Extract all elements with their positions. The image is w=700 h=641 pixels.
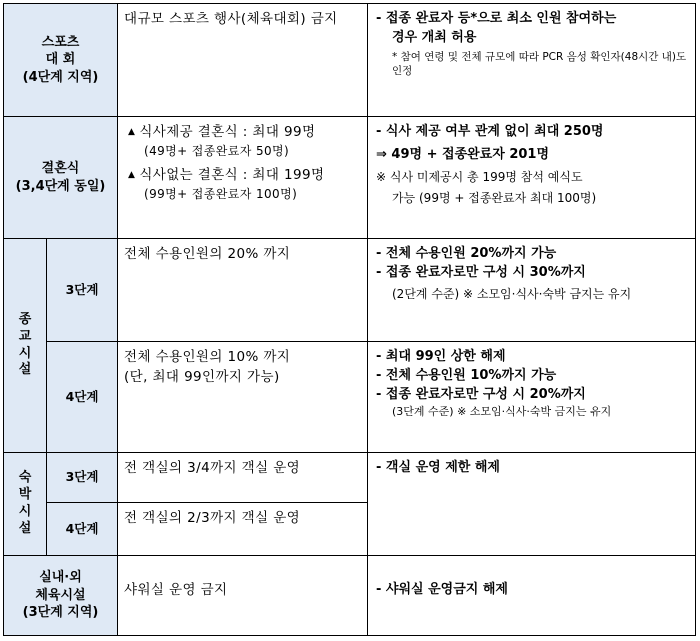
category-line: 대 회 <box>45 52 76 68</box>
current-rule-line: 식사제공 결혼식 : 최대 99명 <box>139 124 316 140</box>
current-rule: 전체 수용인원의 20% 까지 <box>118 239 368 342</box>
current-rule-line: 식사없는 결혼식 : 최대 199명 <box>139 166 325 183</box>
new-rule <box>368 342 696 453</box>
category-char: 설 <box>18 520 32 536</box>
category-line: 스포츠 <box>41 34 80 50</box>
row-lodging-stage3 <box>4 453 696 503</box>
category-sports <box>4 4 118 117</box>
triangle-bullet-icon: ▲ <box>128 169 136 180</box>
stage-label: 4단계 <box>47 503 118 556</box>
new-rule-line: - 식사 제공 여부 관계 없이 최대 250명 <box>376 124 604 139</box>
category-char: 설 <box>18 362 32 378</box>
row-gym <box>4 556 696 636</box>
policy-table <box>3 3 696 636</box>
category-line: (3단계 지역) <box>22 605 99 621</box>
category-char: 종 <box>18 311 32 327</box>
current-rule <box>118 342 368 453</box>
footnote: 가능 (99명 + 접종완료자 최대 100명) <box>392 191 597 206</box>
row-sports <box>4 4 696 117</box>
current-rule: 전 객실의 2/3까지 객실 운영 <box>118 503 368 556</box>
new-rule-line: - 객실 운영 제한 해제 <box>376 460 500 475</box>
category-religion <box>4 239 47 453</box>
new-rule <box>368 453 696 556</box>
footnote: (2단계 수준) ※ 소모임·식사·숙박 금지는 유지 <box>392 286 632 301</box>
new-rule-line: - 전체 수용인원 10%까지 가능 <box>376 367 557 383</box>
current-rule-sub: (49명+ 접종완료자 50명) <box>144 143 290 158</box>
category-line: (4단계 지역) <box>22 69 99 85</box>
new-rule-line: - 샤워실 운영금지 해제 <box>376 582 508 598</box>
category-line: 결혼식 <box>41 160 80 176</box>
category-char: 박 <box>18 487 32 503</box>
category-gym <box>4 556 118 636</box>
current-rule-line: 전체 수용인원의 10% 까지 <box>124 349 291 365</box>
footnote: ※ 식사 미제공시 총 199명 참석 예식도 <box>376 169 583 184</box>
new-rule-line: 경우 개최 허용 <box>392 29 477 45</box>
row-religion-stage4 <box>4 342 696 453</box>
footnote: (3단계 수준) ※ 소모임·식사·숙박 금지는 유지 <box>392 404 612 418</box>
new-rule <box>368 117 696 239</box>
category-char: 시 <box>18 345 32 361</box>
stage-label: 3단계 <box>47 453 118 503</box>
triangle-bullet-icon: ▲ <box>128 127 136 137</box>
footnote: * 참여 연령 및 전체 규모에 따라 PCR 음성 확인자(48시간 내)도 인정 <box>392 50 687 77</box>
new-rule-line: - 접종 완료자로만 구성 시 20%까지 <box>376 386 586 402</box>
category-line: 실내·외 <box>39 570 82 586</box>
new-rule-line: - 전체 수용인원 20%까지 가능 <box>376 246 557 261</box>
current-rule: 대규모 스포츠 행사(체육대회) 금지 <box>118 4 368 117</box>
new-rule-line: - 접종 완료자로만 구성 시 30%까지 <box>376 264 586 280</box>
current-rule-sub: (99명+ 접종완료자 100명) <box>144 186 298 201</box>
current-rule <box>118 117 368 239</box>
stage-label: 3단계 <box>47 239 118 342</box>
category-wedding <box>4 117 118 239</box>
row-wedding <box>4 117 696 239</box>
category-line: (3,4단계 동일) <box>15 178 106 194</box>
category-lodging <box>4 453 47 556</box>
category-char: 시 <box>18 504 32 519</box>
new-rule <box>368 4 696 117</box>
new-rule-line: ⇒ 49명 + 접종완료자 201명 <box>376 146 550 162</box>
row-religion-stage3 <box>4 239 696 342</box>
new-rule-line: - 접종 완료자 등*으로 최소 인원 참여하는 <box>376 11 617 26</box>
current-rule: 전 객실의 3/4까지 객실 운영 <box>118 453 368 503</box>
category-char: 교 <box>18 328 32 344</box>
current-rule: 샤워실 운영 금지 <box>118 556 368 636</box>
new-rule <box>368 239 696 342</box>
current-rule-line: (단, 최대 99인까지 가능) <box>124 368 280 385</box>
category-line: 체육시설 <box>35 587 86 603</box>
category-char: 숙 <box>18 470 32 486</box>
stage-label: 4단계 <box>47 342 118 453</box>
new-rule-line: - 최대 99인 상한 해제 <box>376 349 506 364</box>
new-rule <box>368 556 696 636</box>
